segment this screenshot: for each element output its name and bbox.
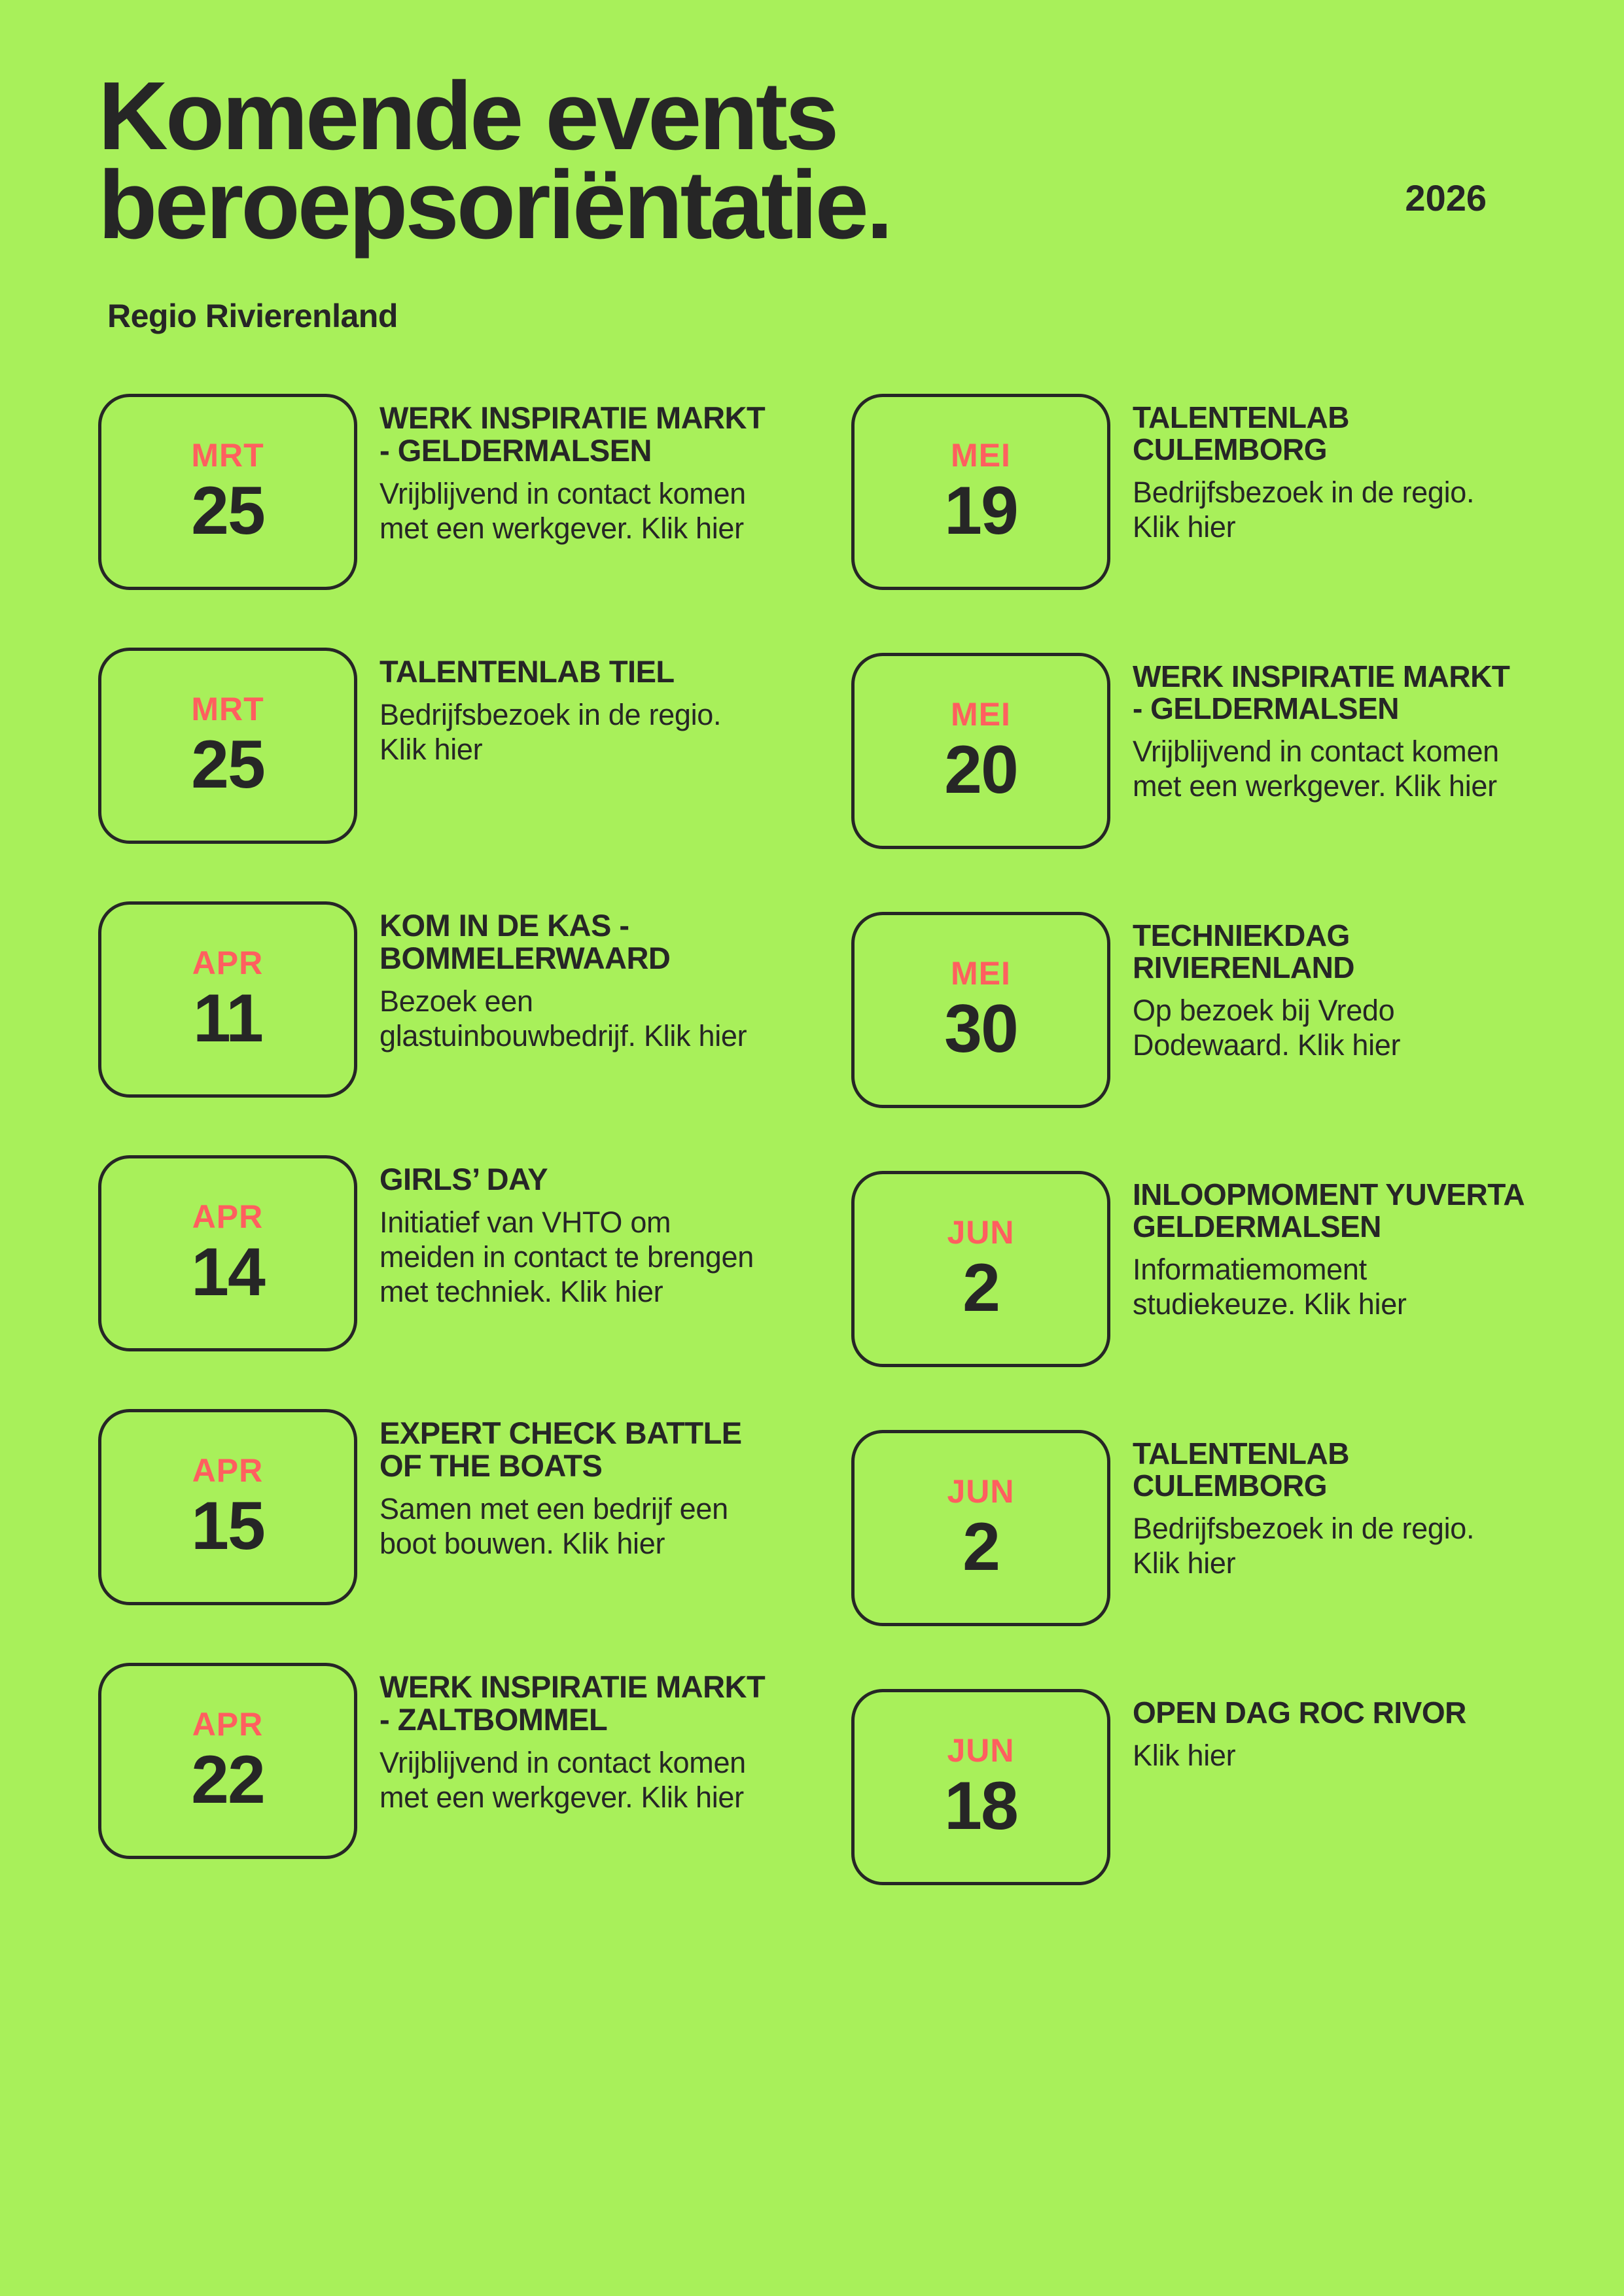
event-title: KOM IN DE KAS - BOMMELERWAARD [380, 908, 671, 976]
event-date-box [851, 1689, 1110, 1885]
event-title: WERK INSPIRATIE MARKT - GELDERMALSEN [1133, 659, 1510, 726]
event-title: WERK INSPIRATIE MARKT - ZALTBOMMEL [380, 1669, 766, 1737]
event-date-box [98, 901, 357, 1098]
event-date-box [98, 1663, 357, 1859]
event-title: TECHNIEKDAG RIVIERENLAND [1133, 918, 1355, 985]
event-month: MEI [951, 696, 1011, 733]
event-month: MEI [951, 437, 1011, 474]
page-title-line-1: Komende events [98, 62, 837, 170]
event-text [380, 648, 773, 767]
event-title: EXPERT CHECK BATTLE OF THE BOATS [380, 1416, 742, 1484]
event-description[interactable]: Op bezoek bij Vredo Dodewaard. Klik hier [1133, 993, 1401, 1062]
event-text [380, 394, 773, 546]
event-title: WERK INSPIRATIE MARKT - GELDERMALSEN [380, 400, 766, 468]
event-text [1133, 394, 1526, 544]
event-description[interactable]: Bedrijfsbezoek in de regio. Klik hier [380, 698, 722, 767]
event-item[interactable] [851, 653, 1526, 849]
event-title: INLOOPMOMENT YUVERTA GELDERMALSEN [1133, 1177, 1524, 1244]
event-day: 11 [193, 981, 262, 1057]
event-text [1133, 912, 1526, 1062]
event-description[interactable]: Vrijblijvend in contact komen met een werkgever. Klik hier [380, 1745, 746, 1815]
event-text [1133, 653, 1526, 803]
event-day: 14 [191, 1234, 264, 1311]
poster-header [98, 62, 1526, 335]
event-description[interactable]: Vrijblijvend in contact komen met een werkgever. Klik hier [380, 476, 746, 546]
event-description[interactable]: Samen met een bedrijf een boot bouwen. Klik hier [380, 1491, 728, 1561]
event-description[interactable]: Bezoek een glastuinbouwbedrijf. Klik hier [380, 984, 747, 1053]
event-date-box [98, 1409, 357, 1605]
event-item[interactable] [851, 1430, 1526, 1626]
event-item[interactable] [98, 1155, 773, 1351]
events-column-right [851, 394, 1526, 1948]
event-item[interactable] [851, 912, 1526, 1108]
event-text [380, 1663, 773, 1815]
event-day: 30 [944, 991, 1017, 1068]
event-item[interactable] [98, 1409, 773, 1605]
event-day: 15 [191, 1488, 264, 1565]
event-day: 22 [191, 1742, 264, 1818]
event-date-box [851, 1430, 1110, 1626]
event-item[interactable] [851, 1171, 1526, 1367]
event-date-box [851, 653, 1110, 849]
event-description[interactable]: Bedrijfsbezoek in de regio. Klik hier [1133, 1511, 1475, 1580]
event-month: JUN [947, 1214, 1015, 1251]
event-text [1133, 1430, 1526, 1580]
page-title-line-2: beroepsoriëntatie. [98, 151, 891, 260]
event-day: 18 [944, 1768, 1017, 1845]
event-title: TALENTENLAB CULEMBORG [1133, 400, 1349, 467]
event-date-box [851, 912, 1110, 1108]
event-item[interactable] [851, 394, 1526, 590]
event-description[interactable]: Bedrijfsbezoek in de regio. Klik hier [1133, 475, 1475, 544]
event-description[interactable]: Klik hier [1133, 1739, 1236, 1773]
event-description[interactable]: Informatiemoment studiekeuze. Klik hier [1133, 1252, 1407, 1321]
event-day: 25 [191, 473, 264, 549]
event-day: 2 [962, 1509, 999, 1586]
event-description[interactable]: Initiatief van VHTO om meiden in contact te brengen met techniek. Klik hier [380, 1206, 754, 1309]
event-text [380, 1409, 773, 1561]
event-title: TALENTENLAB CULEMBORG [1133, 1436, 1349, 1503]
event-item[interactable] [98, 394, 773, 590]
year-label: 2026 [1405, 177, 1487, 218]
event-month: APR [192, 945, 264, 982]
event-date-box [98, 394, 357, 590]
event-day: 20 [944, 732, 1017, 809]
events-columns [98, 394, 1526, 1948]
page-title [98, 62, 1276, 260]
event-title: GIRLS’ DAY [380, 1162, 548, 1197]
event-text [1133, 1171, 1526, 1321]
event-text [1133, 1689, 1526, 1773]
event-title: OPEN DAG ROC RIVOR [1133, 1696, 1466, 1730]
event-month: MEI [951, 955, 1011, 992]
event-date-box [98, 648, 357, 844]
event-day: 25 [191, 727, 264, 803]
event-date-box [98, 1155, 357, 1351]
event-item[interactable] [98, 648, 773, 844]
event-month: MRT [191, 437, 264, 474]
event-month: JUN [947, 1732, 1015, 1769]
region-subtitle: Regio Rivierenland [107, 298, 398, 335]
event-item[interactable] [98, 1663, 773, 1859]
event-day: 2 [962, 1250, 999, 1327]
event-description[interactable]: Vrijblijvend in contact komen met een werkgever. Klik hier [1133, 734, 1499, 803]
event-month: APR [192, 1706, 264, 1743]
event-date-box [851, 1171, 1110, 1367]
event-month: MRT [191, 691, 264, 728]
event-month: APR [192, 1452, 264, 1489]
event-month: APR [192, 1198, 264, 1236]
event-item[interactable] [851, 1689, 1526, 1885]
events-column-left [98, 394, 773, 1917]
event-title: TALENTENLAB TIEL [380, 654, 675, 689]
event-day: 19 [944, 473, 1017, 549]
event-item[interactable] [98, 901, 773, 1098]
event-month: JUN [947, 1473, 1015, 1510]
event-text [380, 1155, 773, 1309]
event-date-box [851, 394, 1110, 590]
event-text [380, 901, 773, 1053]
